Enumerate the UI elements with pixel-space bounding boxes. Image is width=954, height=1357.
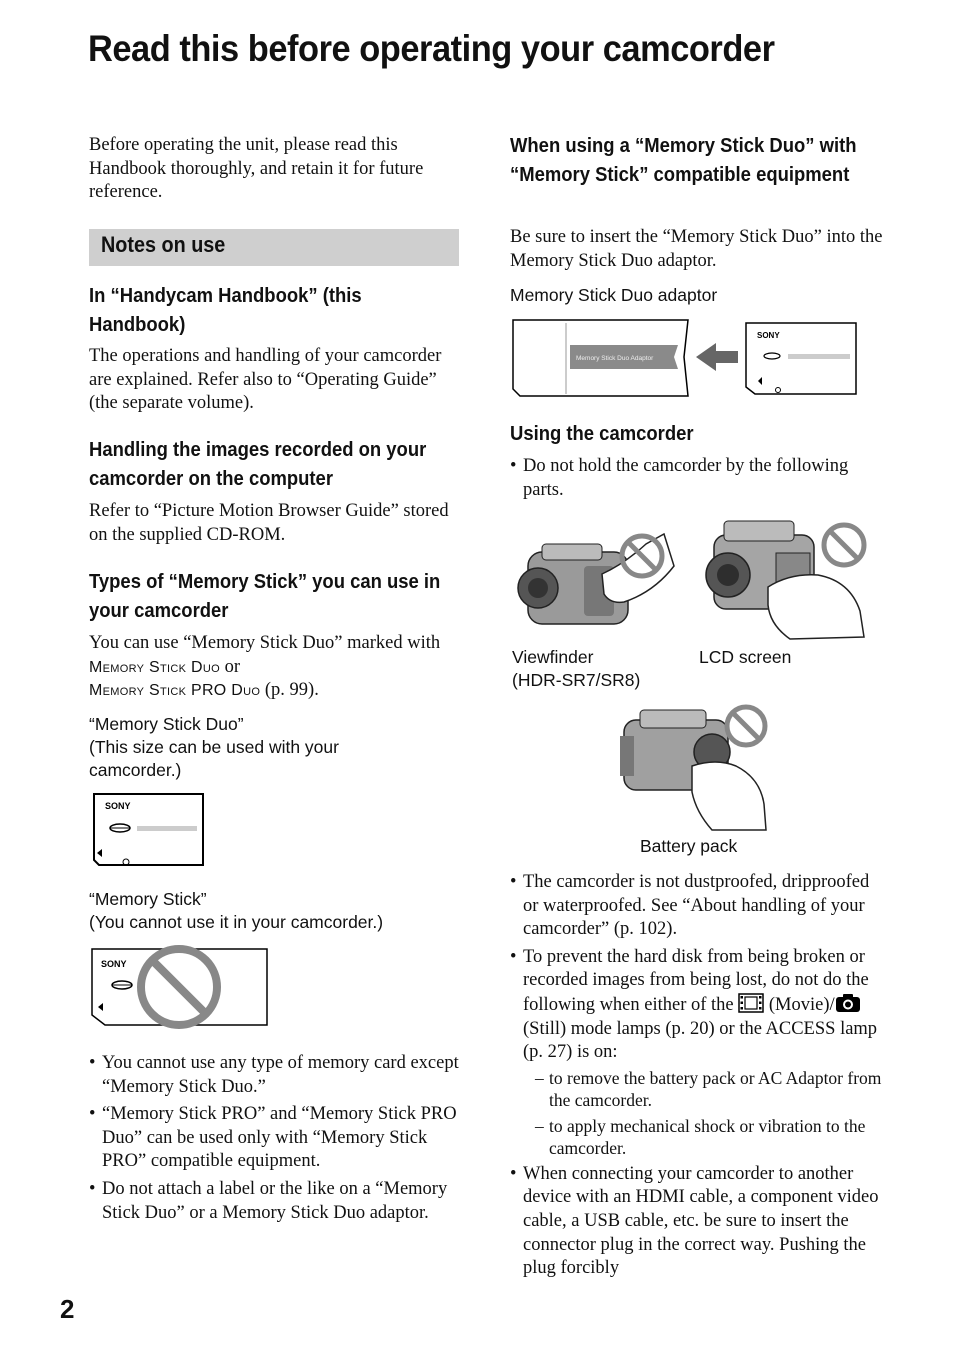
- adaptor-body: Be sure to insert the “Memory Stick Duo” into the Memory Stick Duo adaptor.: [510, 227, 883, 271]
- types-body-ref: (p. 99).: [264, 680, 319, 701]
- label-battery: Battery pack: [640, 836, 738, 856]
- film-icon: [738, 993, 764, 1013]
- stick-caption-line1: “Memory Stick”: [89, 889, 207, 909]
- duo-caption: [89, 713, 419, 782]
- disk-text-movie: (Movie)/: [768, 994, 835, 1015]
- camcorder-bullet-list: [510, 871, 885, 1281]
- list-item: • Do not hold the camcorder by the following parts.: [510, 455, 870, 502]
- card-brand-text-3: SONY: [757, 331, 780, 340]
- computer-body: Refer to “Picture Motion Browser Guide” stored on the supplied CD-ROM.: [89, 501, 449, 545]
- arrow-left-icon: [696, 343, 738, 371]
- label-viewfinder-line2: (HDR-SR7/SR8): [512, 670, 641, 690]
- list-item: • When connecting your camcorder to another device with an HDMI cable, a component video cable, a USB cable, etc. be sure to insert the connector plug in the correct way. Pushing the plug forcibly: [510, 1163, 885, 1281]
- camcorder-intro-list: [510, 455, 870, 502]
- memory-stick-pro-duo-logo: Memory Stick PRO Duo: [89, 682, 261, 700]
- list-item: • Do not attach a label or the like on a “Memory Stick Duo” or a Memory Stick Duo adaptor.: [89, 1178, 461, 1225]
- adaptor-heading: When using a “Memory Stick Duo” with “Memory Stick” compatible equipment: [510, 134, 857, 186]
- list-item: [510, 946, 885, 1160]
- camcorder-battery-illustration: [612, 700, 774, 832]
- disk-text-pre: To prevent the hard disk from being broken or recorded images from being lost, do not do the following when either of the: [523, 946, 869, 1015]
- duo-caption-line1: “Memory Stick Duo”: [89, 714, 244, 734]
- computer-heading: Handling the images recorded on your camcorder on the computer: [89, 438, 427, 490]
- card-brand-text-2: SONY: [101, 959, 127, 969]
- label-viewfinder: [512, 646, 640, 692]
- adaptor-label-text: Memory Stick Duo Adaptor: [576, 355, 654, 362]
- camcorder-lcd-illustration: [700, 515, 872, 641]
- card-brand-text: SONY: [105, 801, 131, 811]
- memory-stick-duo-logo: Memory Stick Duo: [89, 658, 220, 676]
- list-item: • You cannot use any type of memory card except “Memory Stick Duo.”: [89, 1052, 461, 1099]
- duo-caption-line2: (This size can be used with your camcorder.): [89, 737, 339, 780]
- label-viewfinder-line1: Viewfinder: [512, 647, 594, 667]
- notes-heading-bar: [89, 229, 459, 266]
- disk-sub-list: [523, 1067, 885, 1160]
- memory-stick-duo-card: [89, 792, 207, 868]
- prohibition-icon: [727, 707, 765, 745]
- types-body: [89, 632, 459, 703]
- handbook-heading: In “Handycam Handbook” (this Handbook): [89, 284, 362, 336]
- camera-icon: [835, 993, 861, 1013]
- list-item: • “Memory Stick PRO” and “Memory Stick PRO Duo” can be used only with “Memory Stick PRO” compatible equipment.: [89, 1103, 461, 1174]
- adaptor-illustration: [510, 317, 860, 399]
- handbook-body: The operations and handling of your camcorder are explained. Refer also to “Operating Guide” (the separate volume).: [89, 346, 442, 414]
- types-heading: Types of “Memory Stick” you can use in your camcorder: [89, 570, 441, 622]
- label-lcd: LCD screen: [699, 647, 792, 667]
- camcorder-viewfinder-illustration: [514, 530, 686, 638]
- memory-stick-card: [89, 943, 271, 1031]
- disk-text-post: (Still) mode lamps (p. 20) or the ACCESS lamp (p. 27) is on:: [523, 1018, 878, 1063]
- adaptor-caption: Memory Stick Duo adaptor: [510, 285, 718, 305]
- types-body-text: You can use “Memory Stick Duo” marked with: [89, 633, 441, 653]
- types-body-or: or: [224, 656, 240, 677]
- list-item: • The camcorder is not dustproofed, dripproofed or waterproofed. See “About handling of your camcorder” (p. 102).: [510, 871, 885, 942]
- types-bullet-list: [89, 1052, 461, 1225]
- notes-heading: Notes on use: [101, 232, 226, 257]
- prohibition-icon: [824, 525, 864, 565]
- page-title: Read this before operating your camcorder: [88, 28, 775, 69]
- list-item: – to remove the battery pack or AC Adaptor from the camcorder.: [523, 1067, 885, 1112]
- list-item: – to apply mechanical shock or vibration to the camcorder.: [523, 1115, 885, 1160]
- stick-caption: [89, 888, 449, 934]
- page-number: 2: [60, 1294, 75, 1324]
- intro-paragraph: Before operating the unit, please read this Handbook thoroughly, and retain it for future reference.: [89, 135, 424, 203]
- stick-caption-line2: (You cannot use it in your camcorder.): [89, 912, 384, 932]
- camcorder-heading: Using the camcorder: [510, 422, 694, 445]
